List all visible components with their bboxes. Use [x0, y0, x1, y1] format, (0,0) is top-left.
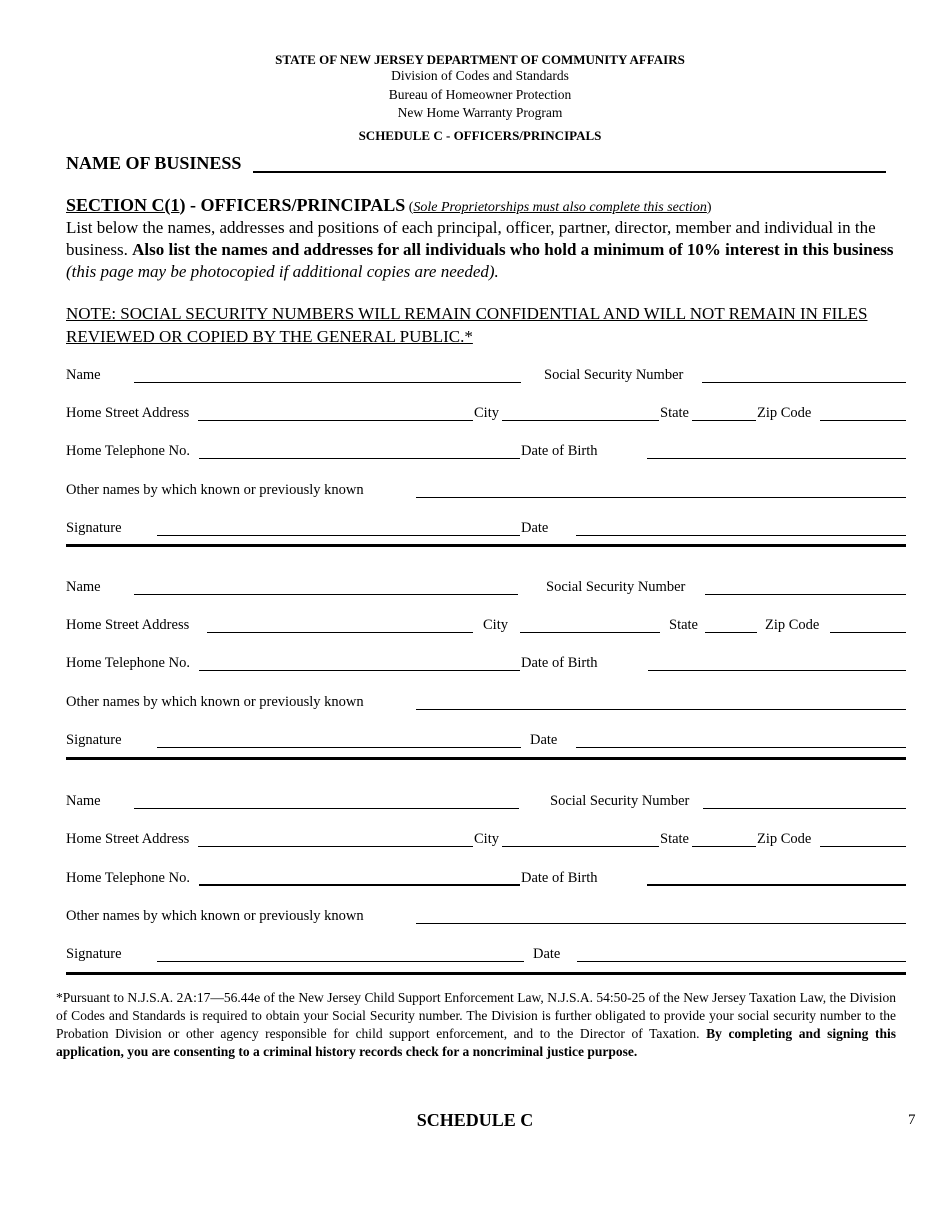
street-field[interactable]	[198, 404, 473, 421]
ssn-field[interactable]	[702, 366, 906, 383]
street-label: Home Street Address	[66, 831, 190, 847]
page-number: 7	[908, 1112, 916, 1128]
section-title-underlined: SECTION C(1	[66, 195, 180, 215]
phone-label: Home Telephone No.	[66, 870, 190, 886]
name-field[interactable]	[134, 792, 519, 809]
ssn-label: Social Security Number	[546, 579, 686, 595]
program-heading: New Home Warranty Program	[397, 105, 563, 120]
phone-field[interactable]	[199, 442, 520, 459]
footnote-plain: *Pursuant to N.J.S.A. 2A:17—56.44e of the New Jersey Child Support Enforcement Law, N.J.S.A. 54:50-25 of the New Jersey Taxation Law, the Division of Codes and Standards is required to obtain your Social Security number. The Division is further obligated to provide your social security number to the Probation Division or other agency responsible for child support enforcement, and to the Director of Taxation.	[56, 990, 896, 1041]
other-names-label: Other names by which known or previously known	[66, 908, 364, 924]
street-field[interactable]	[207, 616, 473, 633]
entry-divider	[66, 544, 906, 547]
section-title-rest: ) - OFFICERS/PRINCIPALS	[179, 195, 406, 215]
state-field[interactable]	[705, 616, 757, 633]
dob-field[interactable]	[647, 442, 906, 459]
ssn-label: Social Security Number	[544, 367, 684, 383]
signature-field[interactable]	[157, 945, 524, 962]
agency-heading: STATE OF NEW JERSEY DEPARTMENT OF COMMUNITY AFFAIRS	[275, 52, 685, 67]
intro-bold: Also list the names and addresses for all individuals who hold a minimum of 10% interest in this business	[132, 240, 894, 259]
signature-label: Signature	[66, 946, 122, 962]
dob-label: Date of Birth	[521, 655, 598, 671]
state-label: State	[660, 831, 689, 847]
entry-divider	[66, 757, 906, 760]
dob-label: Date of Birth	[521, 870, 598, 886]
zip-field[interactable]	[830, 616, 906, 633]
ssn-label: Social Security Number	[550, 793, 690, 809]
name-field[interactable]	[134, 578, 518, 595]
date-label: Date	[521, 520, 549, 536]
other-names-field[interactable]	[416, 481, 906, 498]
name-label: Name	[66, 793, 101, 809]
state-field[interactable]	[692, 404, 756, 421]
ssn-field[interactable]	[705, 578, 906, 595]
footer-schedule-label: SCHEDULE C	[416, 1110, 534, 1130]
city-label: City	[483, 617, 508, 633]
city-field[interactable]	[502, 404, 659, 421]
date-label: Date	[533, 946, 561, 962]
section-note-open: (	[405, 200, 414, 215]
other-names-field[interactable]	[416, 907, 906, 924]
zip-field[interactable]	[820, 830, 906, 847]
dob-label: Date of Birth	[521, 443, 598, 459]
city-label: City	[474, 831, 499, 847]
state-label: State	[669, 617, 698, 633]
dob-field[interactable]	[647, 868, 906, 886]
intro-italic: (this page may be photocopied if additional copies are needed).	[66, 262, 499, 281]
other-names-label: Other names by which known or previously known	[66, 482, 364, 498]
intro-plain: List below the names, addresses and positions of each principal, officer, partner, director, member and individual in the business.	[66, 218, 876, 259]
zip-field[interactable]	[820, 404, 906, 421]
business-name-field[interactable]	[253, 155, 886, 173]
other-names-field[interactable]	[416, 693, 906, 710]
legal-footnote	[56, 989, 896, 1061]
date-field[interactable]	[576, 731, 906, 748]
city-label: City	[474, 405, 499, 421]
confidentiality-note: NOTE: SOCIAL SECURITY NUMBERS WILL REMAIN CONFIDENTIAL AND WILL NOT REMAIN IN FILES REVIEWED OR COPIED BY THE GENERAL PUBLIC.*	[66, 304, 868, 346]
division-heading: Division of Codes and Standards	[391, 68, 569, 83]
city-field[interactable]	[502, 830, 659, 847]
section-note-close: )	[706, 200, 712, 215]
entry-divider	[66, 972, 906, 975]
zip-label: Zip Code	[765, 617, 820, 633]
date-label: Date	[530, 732, 558, 748]
street-label: Home Street Address	[66, 405, 190, 421]
dob-field[interactable]	[648, 654, 906, 671]
section-intro	[66, 217, 906, 283]
signature-label: Signature	[66, 520, 122, 536]
date-field[interactable]	[576, 519, 906, 536]
signature-field[interactable]	[157, 519, 520, 536]
name-field[interactable]	[134, 366, 521, 383]
zip-label: Zip Code	[757, 405, 812, 421]
phone-field[interactable]	[199, 654, 520, 671]
business-name-label: NAME OF BUSINESS	[66, 153, 242, 173]
street-label: Home Street Address	[66, 617, 190, 633]
phone-field[interactable]	[199, 868, 520, 886]
other-names-label: Other names by which known or previously known	[66, 694, 364, 710]
zip-label: Zip Code	[757, 831, 812, 847]
section-title	[66, 195, 712, 216]
city-field[interactable]	[520, 616, 660, 633]
signature-label: Signature	[66, 732, 122, 748]
state-field[interactable]	[692, 830, 756, 847]
footnote-bold: By completing and signing this application, you are consenting to a criminal history records check for a noncriminal justice purpose.	[56, 1026, 896, 1059]
state-label: State	[660, 405, 689, 421]
schedule-title: SCHEDULE C - OFFICERS/PRINCIPALS	[358, 128, 602, 143]
section-note: Sole Proprietorships must also complete this section	[413, 200, 707, 215]
street-field[interactable]	[198, 830, 473, 847]
signature-field[interactable]	[157, 731, 521, 748]
name-label: Name	[66, 367, 101, 383]
bureau-heading: Bureau of Homeowner Protection	[388, 87, 572, 102]
name-label: Name	[66, 579, 101, 595]
phone-label: Home Telephone No.	[66, 443, 190, 459]
date-field[interactable]	[577, 945, 906, 962]
phone-label: Home Telephone No.	[66, 655, 190, 671]
ssn-field[interactable]	[703, 792, 906, 809]
